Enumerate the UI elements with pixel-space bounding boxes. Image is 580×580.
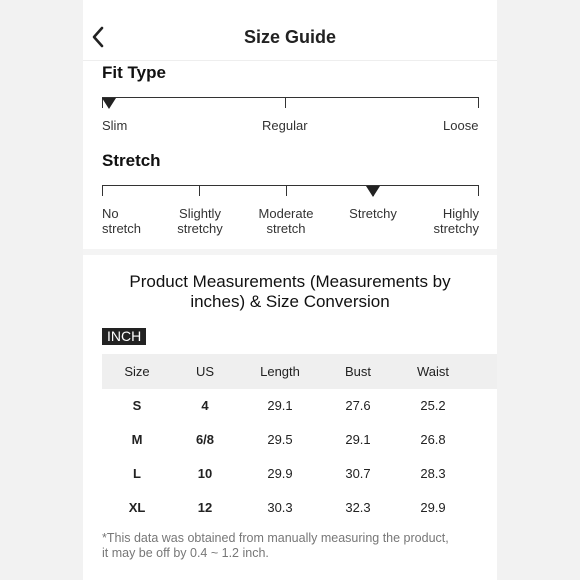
table-row [102, 457, 497, 491]
waist-cell: 28.3 [420, 466, 446, 481]
length-cell: 29.1 [267, 398, 293, 413]
size-guide-screen [83, 0, 497, 580]
waist-cell: 26.8 [420, 432, 446, 447]
size-cell: L [133, 466, 141, 481]
bust-cell: 32.3 [345, 500, 371, 515]
us-cell: 6/8 [195, 432, 215, 447]
section-separator [83, 249, 497, 255]
stretch-title: Stretch [102, 151, 161, 170]
fit-type-title: Fit Type [102, 63, 166, 82]
bust-cell: 27.6 [345, 398, 371, 413]
us-cell: 10 [197, 466, 213, 481]
scale-tick [286, 185, 287, 196]
us-cell: 12 [197, 500, 213, 515]
column-header-waist: Waist [416, 364, 450, 379]
size-cell: M [131, 432, 143, 447]
table-row [102, 423, 497, 457]
scale-tick [478, 97, 479, 108]
header-divider [83, 60, 497, 61]
unit-badge[interactable]: INCH [102, 328, 146, 345]
length-cell: 29.9 [267, 466, 293, 481]
measurements-title: Product Measurements (Measurements by inches) & Size Conversion [129, 272, 451, 311]
length-cell: 29.5 [267, 432, 293, 447]
scale-tick [102, 185, 103, 196]
stretch-option-slight: Slightly stretchy [177, 206, 223, 236]
bust-cell: 30.7 [345, 466, 371, 481]
waist-cell: 29.9 [420, 500, 446, 515]
fit-option-slim: Slim [102, 118, 128, 133]
column-header-bust: Bust [344, 364, 371, 379]
stretch-option-moderate: Moderate stretch [258, 206, 314, 236]
scale-tick [199, 185, 200, 196]
stretch-selected-marker [366, 186, 380, 197]
length-cell: 30.3 [267, 500, 293, 515]
size-cell: XL [128, 500, 146, 515]
fit-option-loose: Loose [443, 118, 479, 133]
page-title: Size Guide [243, 27, 337, 47]
column-header-us: US [195, 364, 215, 379]
table-header-row [102, 354, 497, 389]
stretch-scale [102, 185, 479, 201]
stretch-option-highly: Highly stretchy [433, 206, 479, 236]
measurement-footnote: *This data was obtained from manually measuring the product, it may be off by 0.4 ~ 1.2 inch. [102, 531, 449, 560]
stretch-option-stretchy: Stretchy [349, 206, 397, 221]
waist-cell: 25.2 [420, 398, 446, 413]
table-row [102, 389, 497, 423]
size-cell: S [132, 398, 142, 413]
fit-selected-marker [102, 98, 116, 109]
fit-type-scale [102, 97, 479, 113]
stretch-option-none: No stretch [102, 206, 142, 236]
table-row [102, 491, 497, 525]
scale-tick [478, 185, 479, 196]
scale-tick [285, 97, 286, 108]
fit-option-regular: Regular [262, 118, 308, 133]
scale-line [102, 185, 479, 186]
top-bar [83, 0, 497, 60]
us-cell: 4 [201, 398, 209, 413]
scale-line [102, 97, 479, 98]
column-header-size: Size [124, 364, 150, 379]
bust-cell: 29.1 [345, 432, 371, 447]
column-header-length: Length [260, 364, 300, 379]
